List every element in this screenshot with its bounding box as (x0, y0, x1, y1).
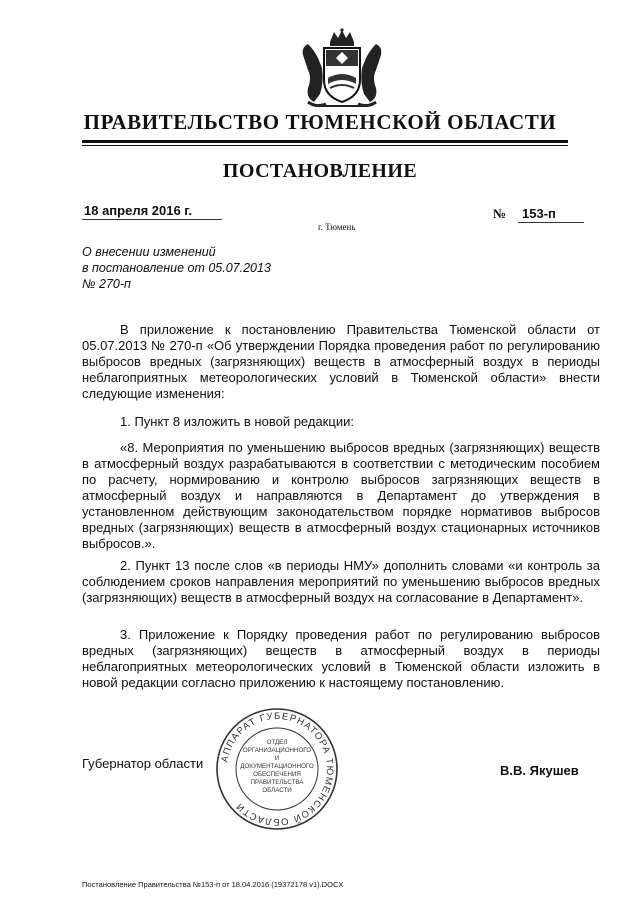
document-number: 153-п (522, 206, 556, 221)
stamp-center-line: ОРГАНИЗАЦИОННОГО (242, 747, 312, 754)
document-city: г. Тюмень (318, 222, 356, 232)
subject-line: в постановление от 05.07.2013 (82, 261, 271, 275)
header-rule-thick (82, 140, 568, 143)
document-footer: Постановление Правительства №153-п от 18.04.2016 (19372178 v1).DOCX (82, 880, 344, 889)
body-paragraph-item-2: 2. Пункт 13 после слов «в периоды НМУ» дополнить словами «и контроль за соблюдением сроков направления мероприятий по уменьшению выбросов вредных (загрязняющих) веществ в атмосферный воздух на согласование в Департамент». (82, 558, 600, 605)
stamp-center-line: ОТДЕЛ (266, 739, 288, 746)
signatory-position: Губернатор области (82, 756, 204, 771)
date-underline (82, 219, 222, 220)
body-paragraph-intro: В приложение к постановлению Правительства Тюменской области от 05.07.2013 № 270-п «Об утверждении Порядка проведения работ по регулированию выбросов вредных (загрязняющих) веществ в атмосферный воздух в периоды неблагоприятных метеорологических условий в Тюменской области» внести следующие изменения: (82, 322, 600, 401)
organization-title: ПРАВИТЕЛЬСТВО ТЮМЕНСКОЙ ОБЛАСТИ (83, 110, 557, 134)
document-subject (82, 244, 271, 292)
document-date: 18 апреля 2016 г. (84, 203, 193, 218)
body-paragraph-item-8-text: «8. Мероприятия по уменьшению выбросов вредных (загрязняющих) веществ в атмосферный воздух разрабатываются в соответствии с методическим пособием по расчету, нормированию и контролю выбросов загрязняющих веществ в атмосферный воздух и направляются в Департамент до утверждения в установленном действующим законодательством порядке нормативов выбросов вредных (загрязняющих) веществ в атмосферный воздух стационарных источников выбросов.». (82, 440, 600, 551)
stamp-center-line: И (274, 755, 280, 762)
stamp-center-line: ОБЛАСТИ (262, 787, 292, 794)
body-paragraph-item-1: 1. Пункт 8 изложить в новой редакции: (120, 414, 354, 429)
number-underline (518, 222, 584, 223)
stamp-center-line: ОБЕСПЕЧЕНИЯ (253, 771, 301, 778)
header-rule-thin (82, 145, 568, 146)
stamp-center-line: ДОКУМЕНТАЦИОННОГО (240, 763, 314, 770)
stamp-ring-text: АППАРАТ ГУБЕРНАТОРА ТЮМЕНСКОЙ ОБЛАСТИ (219, 710, 336, 828)
tyumen-coat-of-arms-icon (296, 28, 388, 112)
document-type: ПОСТАНОВЛЕНИЕ (222, 160, 418, 182)
signatory-name: В.В. Якушев (500, 763, 579, 778)
body-paragraph-item-3: 3. Приложение к Порядку проведения работ по регулированию выбросов вредных (загрязняющих) веществ в атмосферный воздух в периоды неблагоприятных метеорологических условий в Тюменской области изложить в новой редакции согласно приложению к настоящему постановлению. (82, 627, 600, 690)
subject-line: № 270-п (82, 277, 131, 291)
stamp-center-line: ПРАВИТЕЛЬСТВА (250, 779, 304, 786)
subject-line: О внесении изменений (82, 245, 216, 259)
number-sign: № (493, 206, 507, 221)
official-stamp (214, 706, 340, 832)
